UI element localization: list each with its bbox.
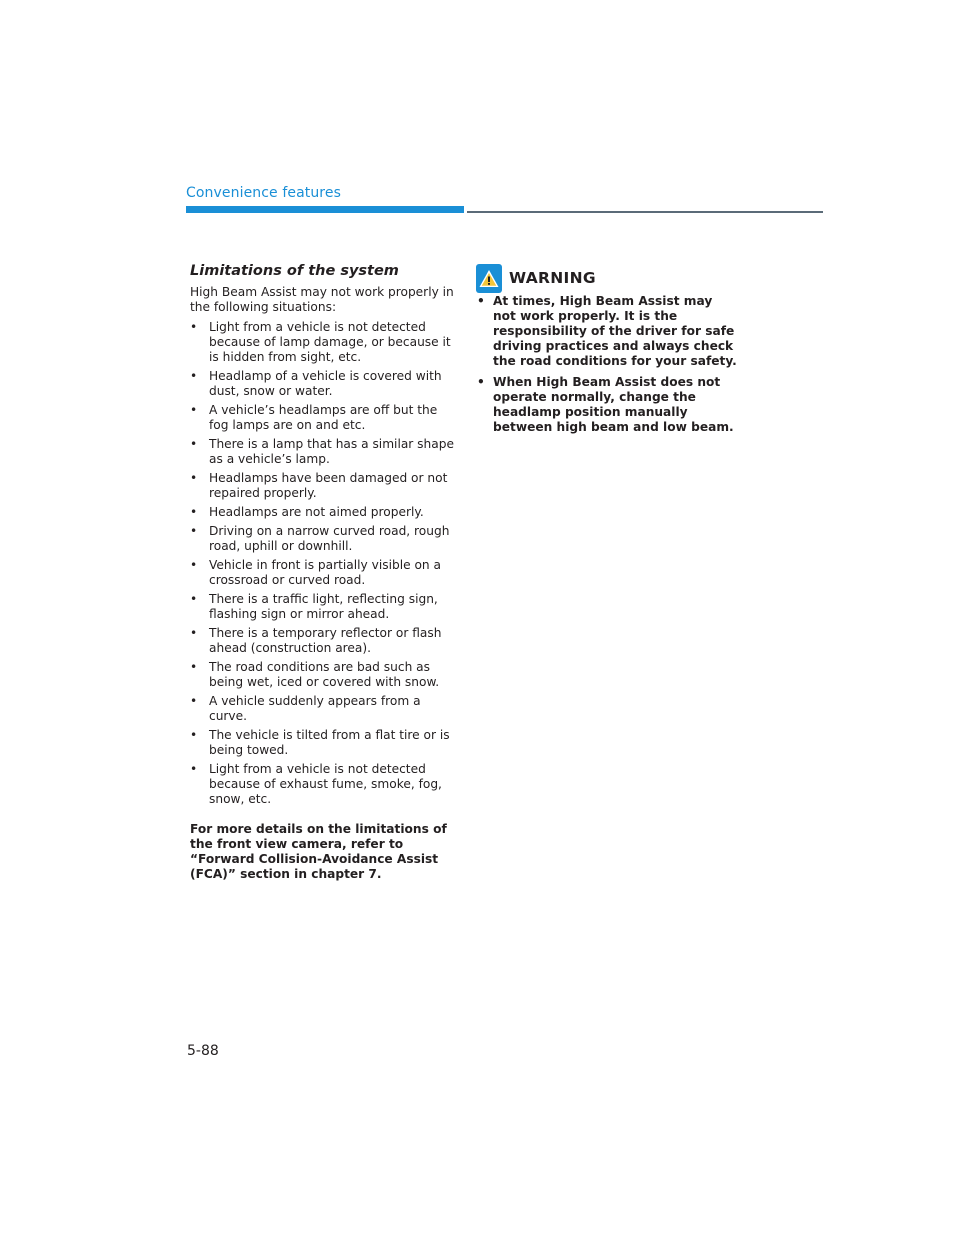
warning-box [476,263,738,441]
page-number: 5-88 [187,1043,219,1059]
list-item: • Driving on a narrow curved road, rough road, uphill or downhill. [190,524,455,554]
subheading: Limitations of the system [190,263,399,279]
reference-note: For more details on the limitations of the front view camera, refer to “Forward Collision-Avoidance Assist (FCA)” section in chapter 7. [190,822,447,881]
list-item: • The vehicle is tilted from a flat tire or is being towed. [190,728,455,758]
list-item: • There is a traffic light, reflecting sign, flashing sign or mirror ahead. [190,592,455,622]
list-item: • A vehicle suddenly appears from a curve. [190,694,455,724]
list-item: • Headlamps are not aimed properly. [190,505,455,520]
list-item: • The road conditions are bad such as being wet, iced or covered with snow. [190,660,455,690]
header-rule-blue [186,206,464,213]
warning-item: • When High Beam Assist does not operate normally, change the headlamp position manually between high beam and low beam. [476,375,738,435]
warning-header [476,263,738,293]
intro-paragraph: High Beam Assist may not work properly in the following situations: [190,285,454,314]
list-item: • Headlamps have been damaged or not repaired properly. [190,471,455,501]
left-column [190,263,455,882]
list-item: • Vehicle in front is partially visible on a crossroad or curved road. [190,558,455,588]
limitations-list [190,320,455,807]
list-item: • There is a temporary reflector or flash ahead (construction area). [190,626,455,656]
warning-list [476,294,738,435]
warning-item: • At times, High Beam Assist may not work properly. It is the responsibility of the driver for safe driving practices and always check the road conditions for your safety. [476,294,738,369]
warning-title: WARNING [509,269,596,287]
list-item: • Light from a vehicle is not detected because of exhaust fume, smoke, fog, snow, etc. [190,762,455,807]
list-item: • Light from a vehicle is not detected because of lamp damage, or because it is hidden from sight, etc. [190,320,455,365]
list-item: • A vehicle’s headlamps are off but the fog lamps are on and etc. [190,403,455,433]
list-item: • There is a lamp that has a similar shape as a vehicle’s lamp. [190,437,455,467]
section-title: Convenience features [186,185,341,201]
warning-triangle-icon [476,264,502,293]
list-item: • Headlamp of a vehicle is covered with dust, snow or water. [190,369,455,399]
header-rule-grey [467,211,823,213]
